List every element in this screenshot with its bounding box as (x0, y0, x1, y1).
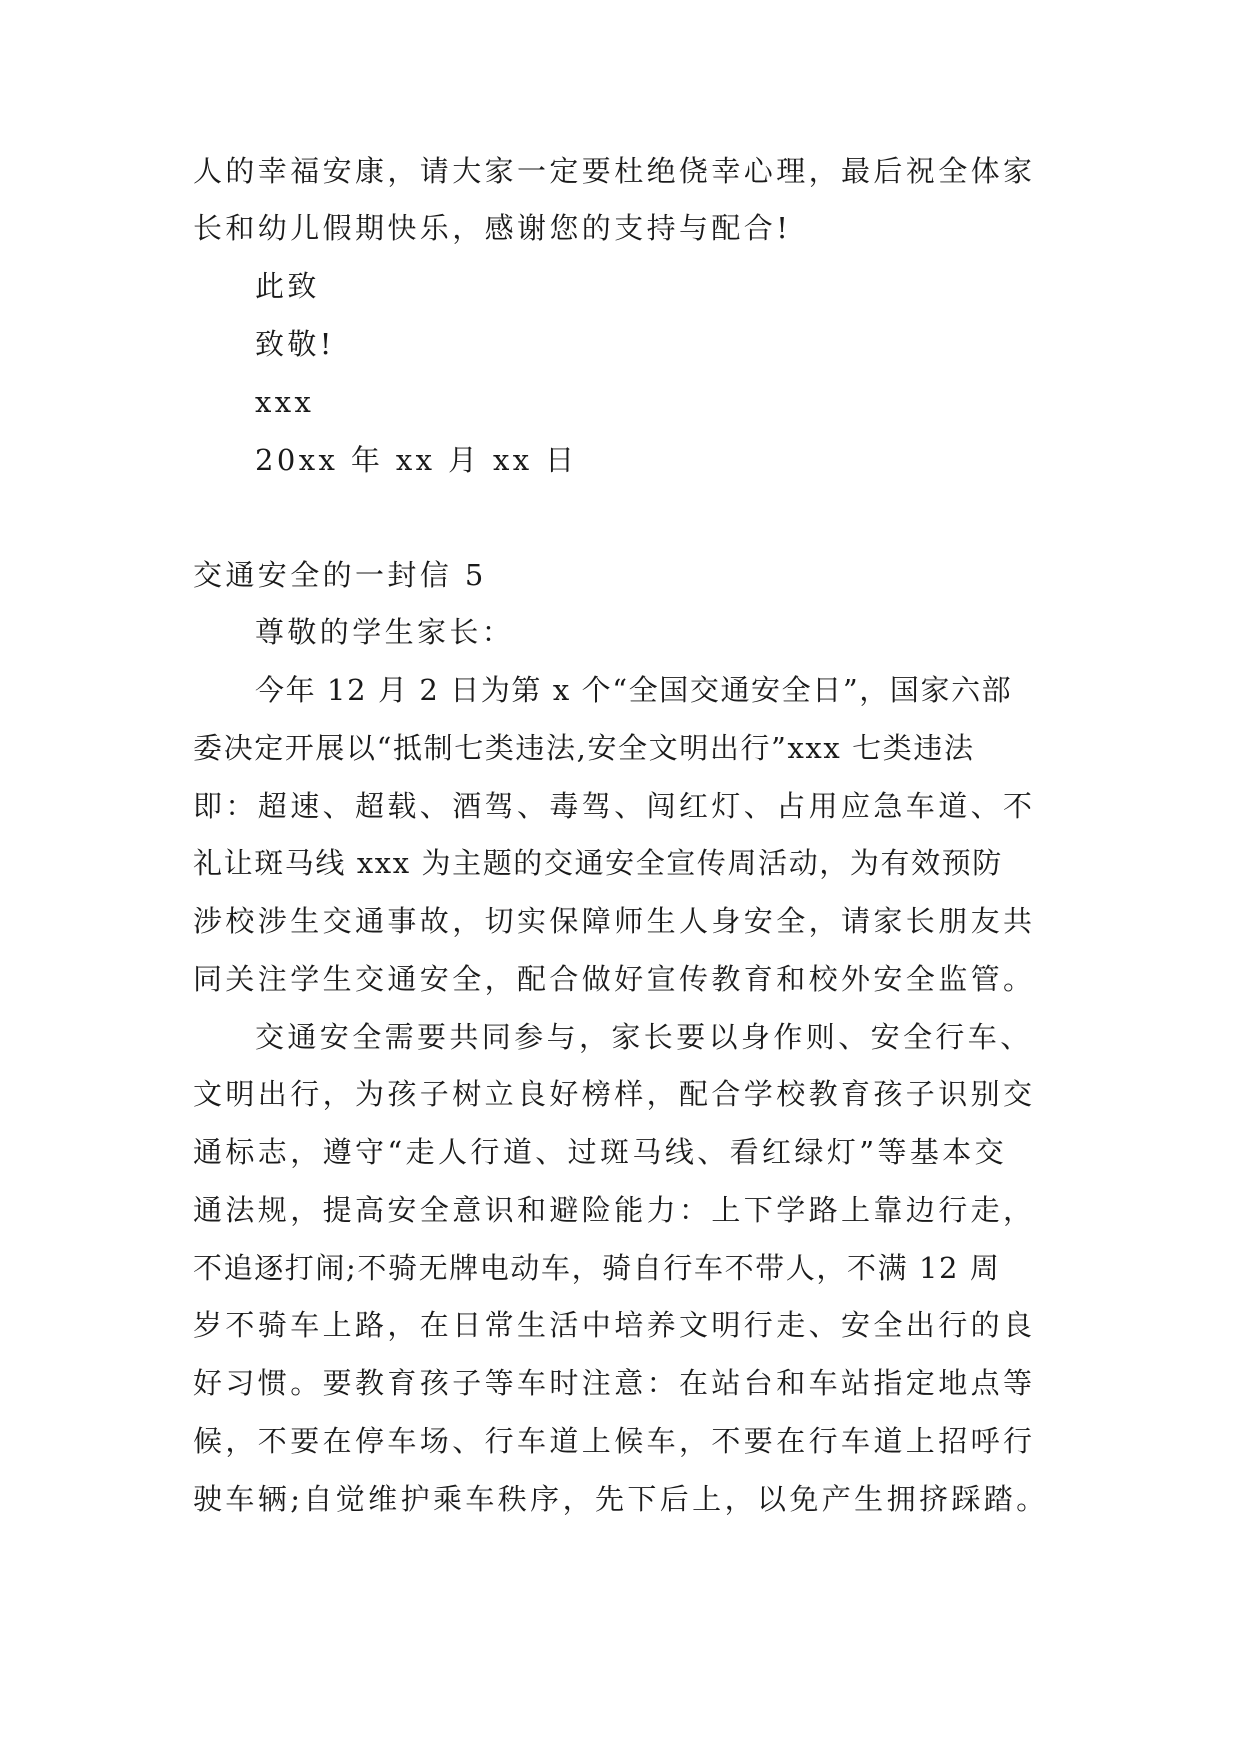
section-title: 交通安全的一封信 5 (193, 558, 487, 592)
paragraph-2-line-6: 岁不骑车上路，在日常生活中培养文明行走、安全出行的良 (193, 1308, 1036, 1342)
intro-line-1: 人的幸福安康，请大家一定要杜绝侥幸心理，最后祝全体家 (193, 154, 1036, 188)
closing-salutation: 此致 (255, 269, 320, 303)
closing-regards: 致敬! (255, 327, 335, 361)
paragraph-1-line-5: 涉校涉生交通事故，切实保障师生人身安全，请家长朋友共 (193, 904, 1036, 938)
paragraph-1-line-4: 礼让斑马线 xxx 为主题的交通安全宣传周活动，为有效预防 (193, 846, 1003, 880)
paragraph-2-line-5: 不追逐打闹;不骑无牌电动车，骑自行车不带人，不满 12 周 (193, 1251, 1001, 1285)
paragraph-2-line-1: 交通安全需要共同参与，家长要以身作则、安全行车、 (255, 1020, 1033, 1054)
signature: xxx (255, 385, 315, 419)
paragraph-2-line-8: 候，不要在停车场、行车道上候车，不要在行车道上招呼行 (193, 1424, 1036, 1458)
paragraph-1-line-3: 即：超速、超载、酒驾、毒驾、闯红灯、占用应急车道、不 (193, 789, 1036, 823)
letter-date: 20xx 年 xx 月 xx 日 (255, 443, 578, 477)
paragraph-2-line-9: 驶车辆;自觉维护乘车秩序，先下后上，以免产生拥挤踩踏。 (193, 1482, 1049, 1516)
intro-line-2: 长和幼儿假期快乐，感谢您的支持与配合! (193, 211, 792, 245)
paragraph-1-line-2: 委决定开展以“抵制七类违法,安全文明出行”xxx 七类违法 (193, 731, 975, 765)
greeting: 尊敬的学生家长： (255, 615, 515, 649)
paragraph-2-line-2: 文明出行，为孩子树立良好榜样，配合学校教育孩子识别交 (193, 1077, 1036, 1111)
paragraph-1-line-1: 今年 12 月 2 日为第 x 个“全国交通安全日”，国家六部 (255, 673, 1013, 707)
paragraph-1-line-6: 同关注学生交通安全，配合做好宣传教育和校外安全监管。 (193, 962, 1036, 996)
paragraph-2-line-7: 好习惯。要教育孩子等车时注意：在站台和车站指定地点等 (193, 1366, 1036, 1400)
paragraph-2-line-4: 通法规，提高安全意识和避险能力：上下学路上靠边行走， (193, 1193, 1036, 1227)
paragraph-2-line-3: 通标志，遵守“走人行道、过斑马线、看红绿灯”等基本交 (193, 1135, 1008, 1169)
